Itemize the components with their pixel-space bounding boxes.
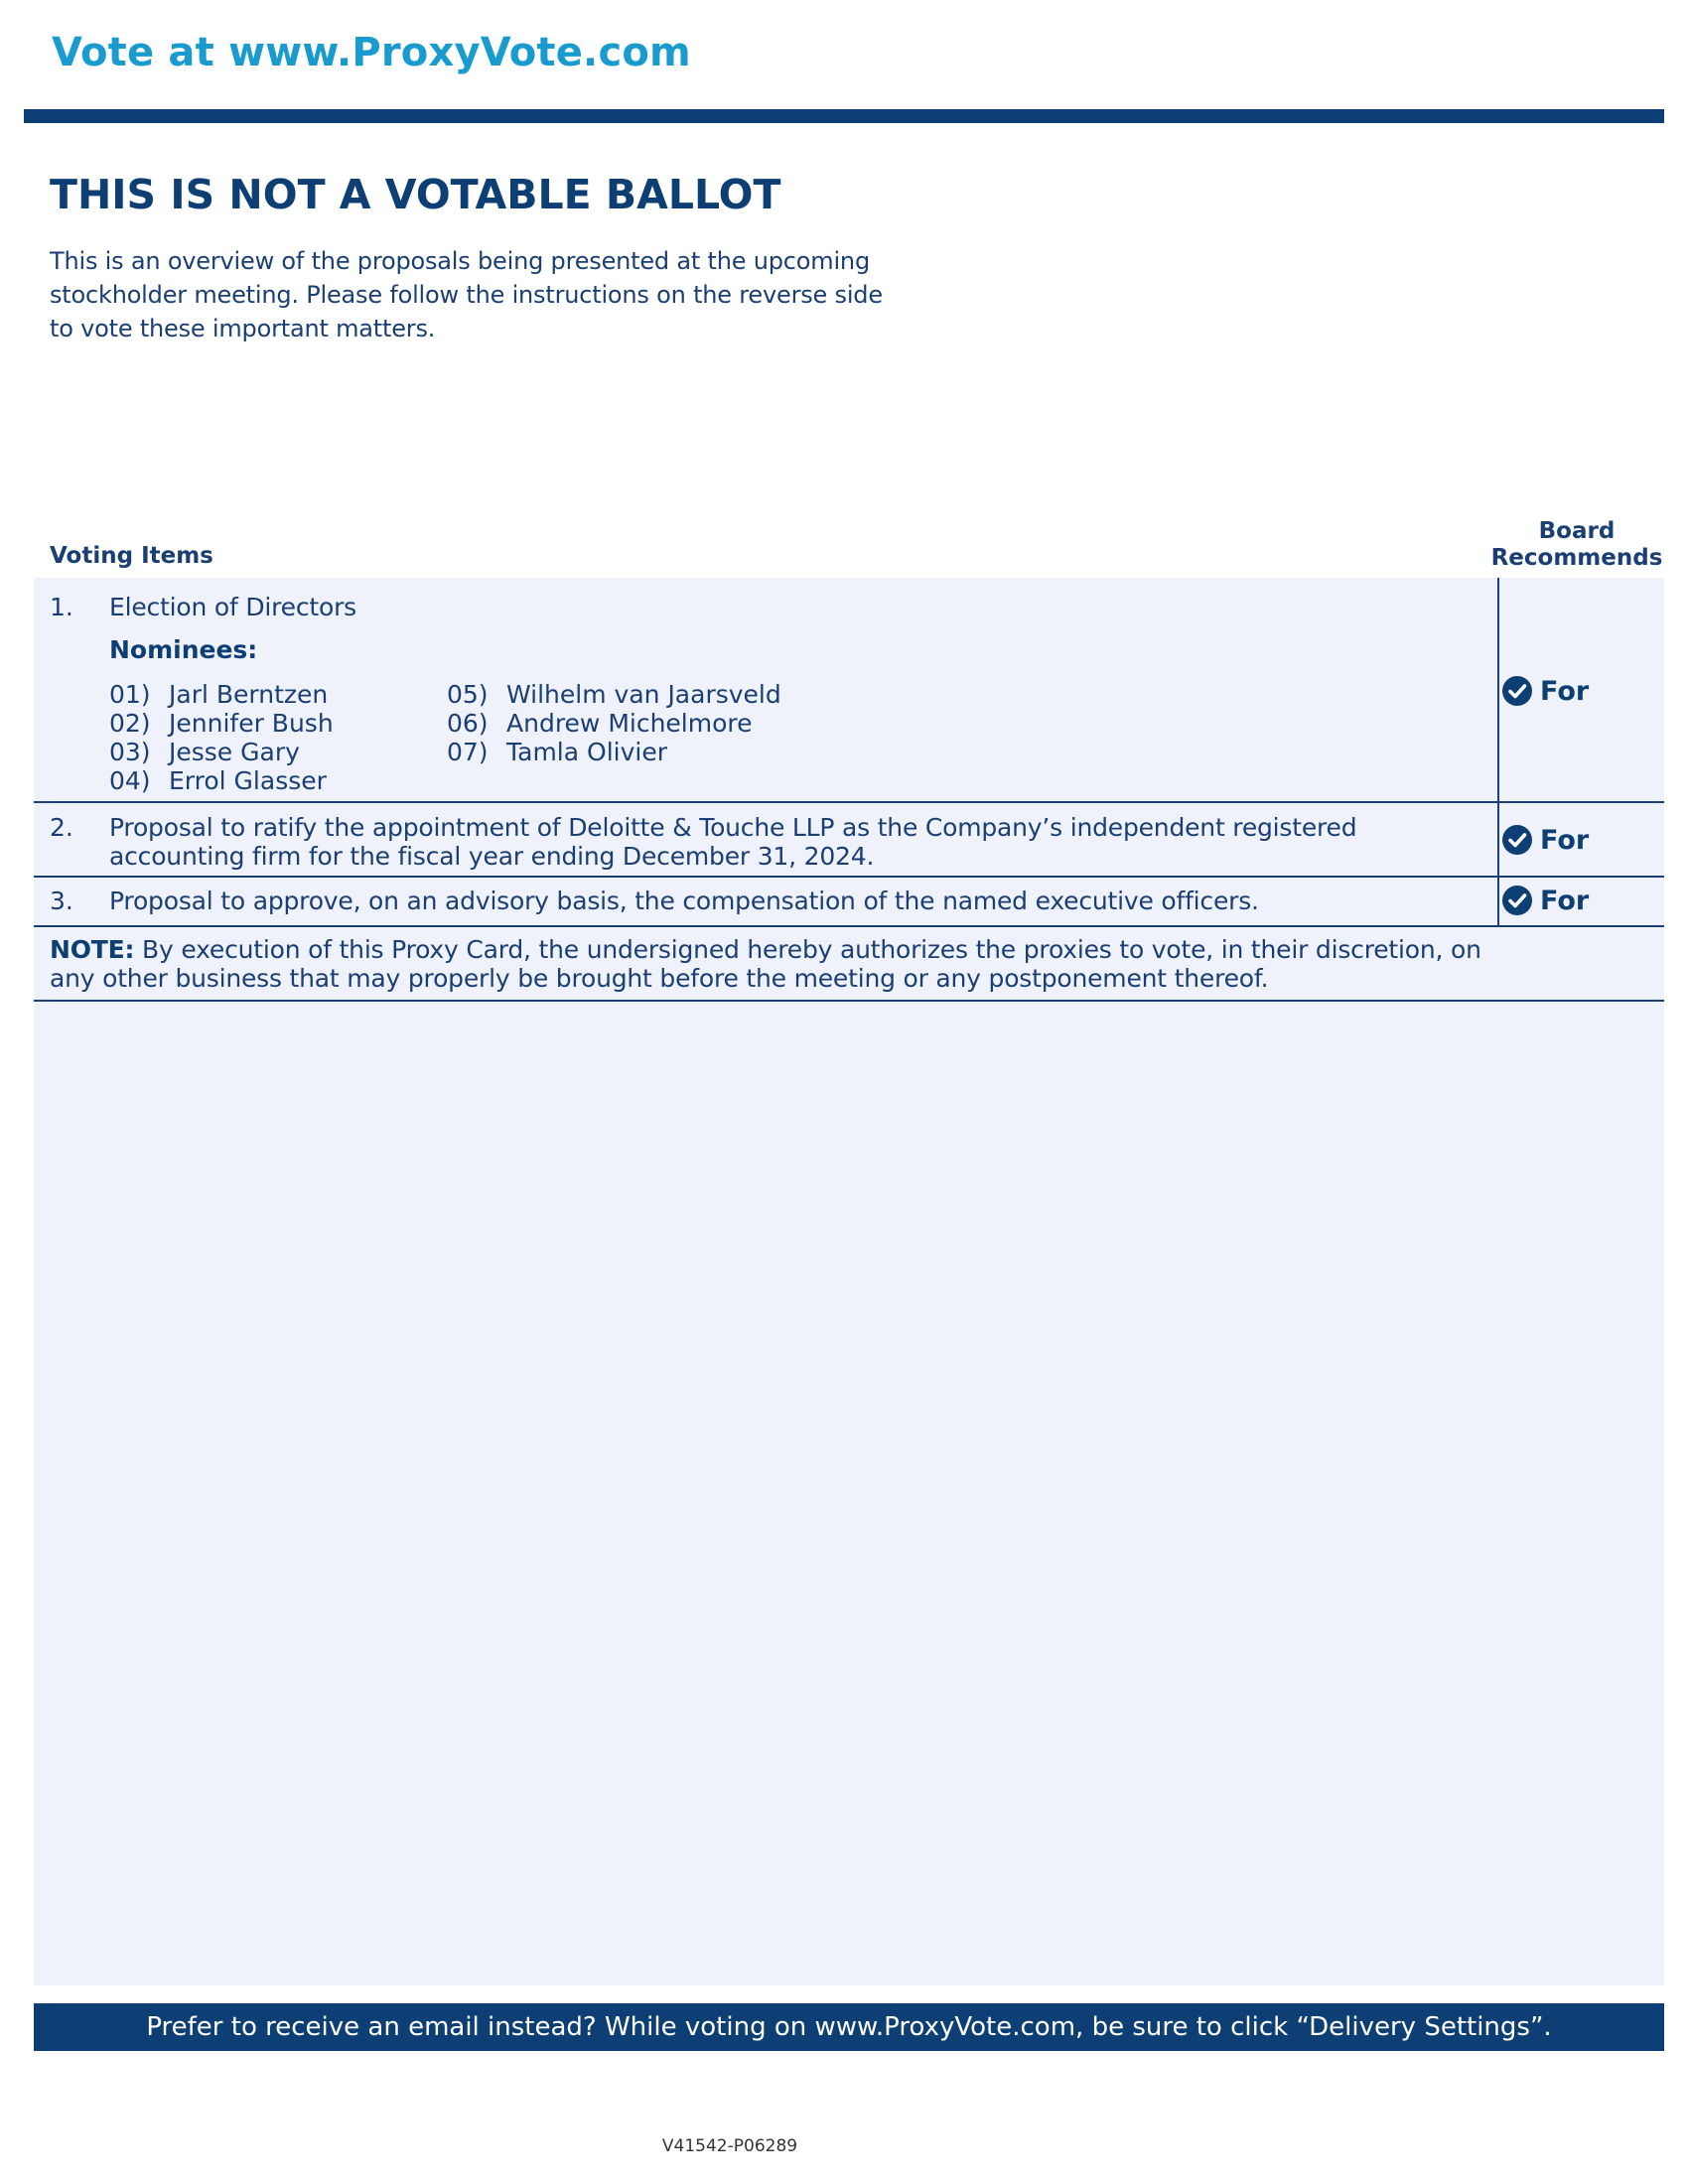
header-divider [24,109,1664,123]
nominee-number: 02) [109,709,151,738]
nominee-number: 07) [447,738,489,766]
nominee-name: Andrew Michelmore [506,709,753,738]
nominee-number: 05) [447,680,489,709]
recommendation-for [1501,885,1589,916]
voting-items-header: Voting Items [50,543,213,569]
nominee-name: Tamla Olivier [506,738,667,766]
nominee-name: Wilhelm van Jaarsveld [506,680,781,709]
nominee-name: Errol Glasser [169,766,327,795]
item-text: Proposal to ratify the appointment of Deloitte & Touche LLP as the Company’s independent registered accounting firm for the fiscal year ending December 31, 2024. [109,813,1357,871]
document-code: V41542-P06289 [661,2136,798,2156]
item-number: 2. [50,813,73,842]
nominees-column-2 [447,680,781,766]
board-recommends-line2: Recommends [1490,545,1663,571]
check-circle-icon [1501,675,1533,707]
recommendation-label: For [1540,675,1590,707]
nominee-name: Jennifer Bush [169,709,334,738]
page-title: THIS IS NOT A VOTABLE BALLOT [50,171,781,218]
recommendation-label: For [1540,824,1590,856]
intro-text: This is an overview of the proposals being presented at the upcoming stockholder meeting. Please follow the instructions on the reverse side to vote these important matters. [50,247,883,342]
check-circle-icon [1501,824,1533,856]
nominee-name: Jesse Gary [169,738,300,766]
nominee [447,738,781,766]
nominee [109,709,334,738]
nominees-label: Nominees: [109,635,258,664]
nominees-column-1 [109,680,334,795]
row-divider [34,801,1664,803]
nominee [447,680,781,709]
nominee-name: Jarl Berntzen [169,680,329,709]
row-divider [34,1000,1664,1002]
nominee-number: 06) [447,709,489,738]
check-circle-icon [1501,885,1533,916]
recommendation-label: For [1540,885,1590,916]
note-body: By execution of this Proxy Card, the undersigned hereby authorizes the proxies to vote, in their discretion, on any other business that may properly be brought before the meeting or any postponement thereof. [50,935,1481,993]
item-text: Proposal to approve, on an advisory basis, the compensation of the named executive officers. [109,887,1259,915]
nominee [447,709,781,738]
nominee-number: 04) [109,766,151,795]
item-text: Election of Directors [109,593,356,621]
nominee-number: 01) [109,680,151,709]
nominee-number: 03) [109,738,151,766]
recommendation-for [1501,675,1589,707]
email-delivery-banner: Prefer to receive an email instead? While voting on www.ProxyVote.com, be sure to click “Delivery Settings”. [34,2003,1664,2051]
nominee [109,766,334,795]
board-recommends-header [1489,518,1664,572]
nominee [109,738,334,766]
row-divider [34,876,1664,878]
note-text [50,935,1489,993]
nominee [109,680,334,709]
item-number: 3. [50,887,73,915]
recommendation-for [1501,824,1589,856]
site-title: Vote at www.ProxyVote.com [52,30,691,75]
note-label: NOTE: [50,935,135,964]
item-number: 1. [50,593,73,621]
row-divider [34,925,1664,927]
board-recommends-line1: Board [1538,518,1616,544]
